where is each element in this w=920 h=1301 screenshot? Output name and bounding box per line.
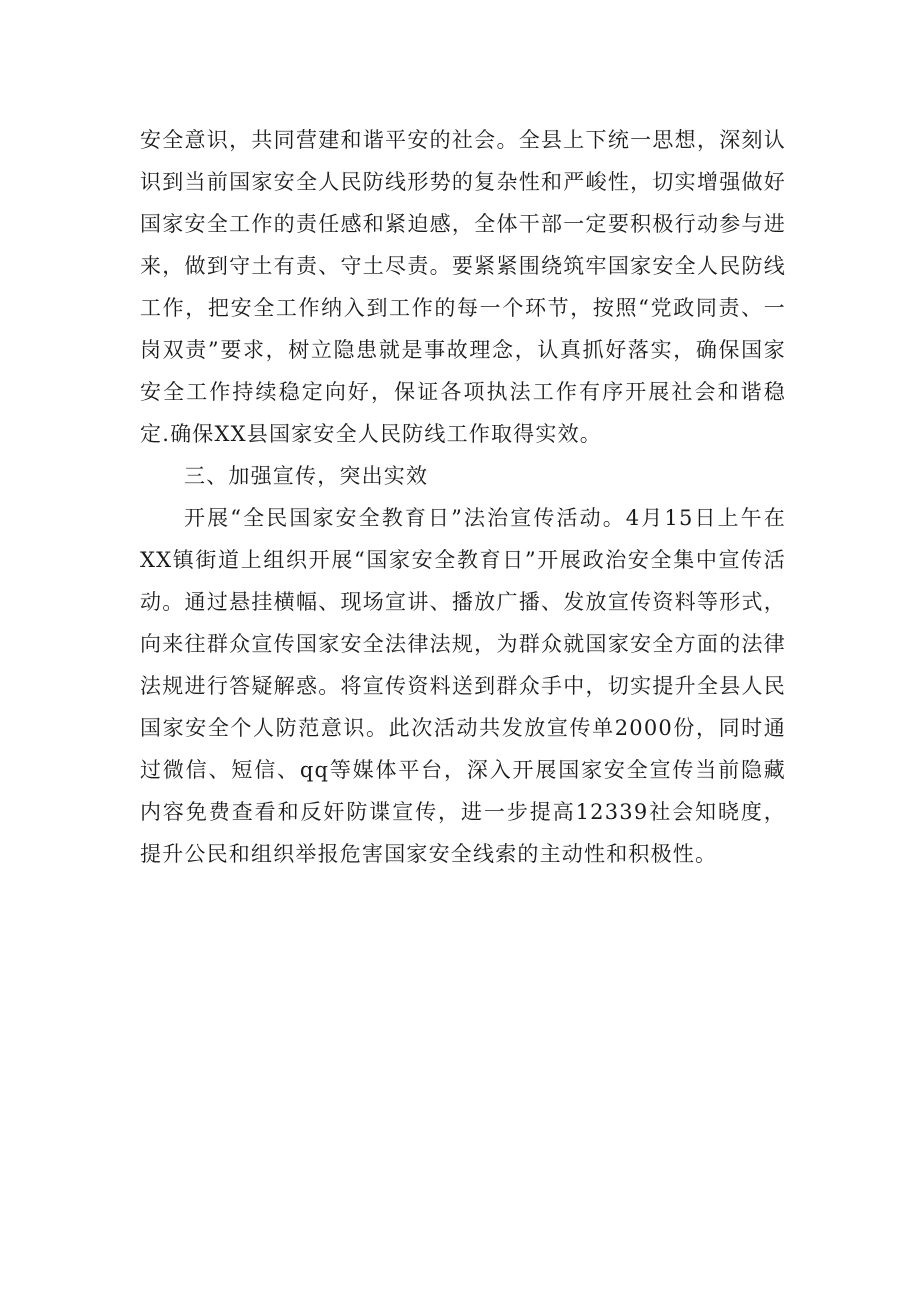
document-body: [140, 119, 786, 875]
section-heading: 三、加强宣传，突出实效: [184, 464, 429, 488]
body-paragraph-continuation: 安全意识，共同营建和谐平安的社会。全县上下统一思想，深刻认识到当前国家安全人民防线形势的复杂性和严峻性，切实增强做好国家安全工作的责任感和紧迫感，全体干部一定要积极行动参与进来，做到守土有责、守土尽责。要紧紧围绕筑牢国家安全人民防线工作，把安全工作纳入到工作的每一个环节，按照“党政同责、一岗双责”要求，树立隐患就是事故理念，认真抓好落实，确保国家安全工作持续稳定向好，保证各项执法工作有序开展社会和谐稳定.确保XX县国家安全人民防线工作取得实效。: [140, 128, 786, 446]
body-paragraph: 开展“全民国家安全教育日”法治宣传活动。4月15日上午在XX镇街道上组织开展“国家安全教育日”开展政治安全集中宣传活动。通过悬挂横幅、现场宣讲、播放广播、发放宣传资料等形式，向来往群众宣传国家安全法律法规，为群众就国家安全方面的法律法规进行答疑解惑。将宣传资料送到群众手中，切实提升全县人民国家安全个人防范意识。此次活动共发放宣传单2000份，同时通过微信、短信、qq等媒体平台，深入开展国家安全宣传当前隐藏内容免费查看和反奸防谍宣传，进一步提高12339社会知晓度，提升公民和组织举报危害国家安全线索的主动性和积极性。: [140, 506, 786, 866]
